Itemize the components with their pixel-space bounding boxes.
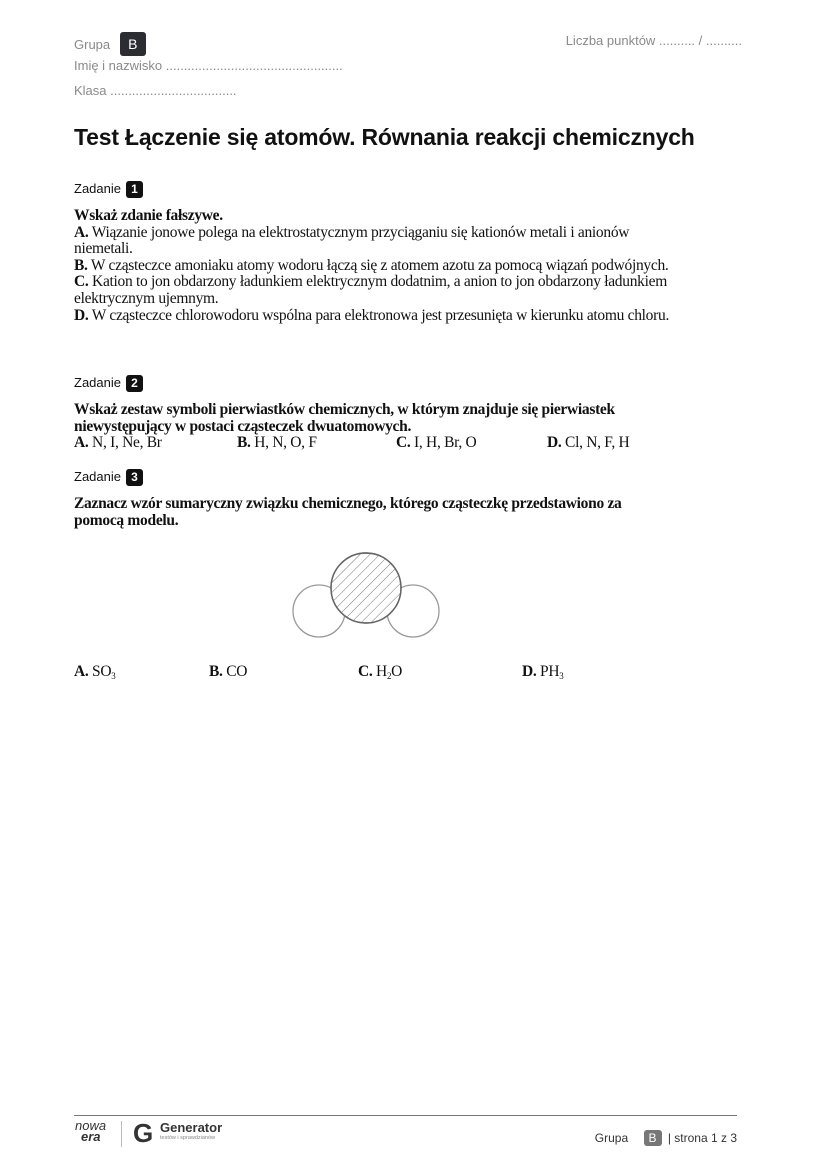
group-label: Grupa [74,37,111,52]
page-title: Test Łączenie się atomów. Równania reakcji chemicznych [74,124,695,150]
option-a[interactable] [74,664,115,681]
nowa-era-logo [75,1120,106,1142]
task-label: Zadanie [74,375,121,390]
option-text: I, H, Br, O [414,434,477,452]
formula-subscript: 3 [559,671,564,681]
option-text: Kation to jon obdarzony ładunkiem elektrycznym dodatnim, a anion to jon obdarzony ładunkiem elektrycznym ujemnym. [74,273,667,307]
logo-text: testów i sprawdzianów [160,1135,216,1141]
formula: CO [226,663,248,680]
option-text: Cl, N, F, H [565,434,630,452]
option-text: Wiązanie jonowe polega na elektrostatycznym przyciąganiu się kationów metali i anionów niemetali. [74,223,630,258]
option-letter: A. [74,663,89,680]
option-b[interactable] [209,664,247,681]
option-text: N, I, Ne, Br [92,434,162,452]
class-field: Klasa ................................... [74,83,237,98]
option-d[interactable] [547,435,629,452]
option-letter: A. [74,223,89,241]
footer-page-info [595,1130,737,1146]
generator-g-icon: G [133,1118,154,1148]
task-1-body [74,208,674,324]
task-3-header [74,469,143,486]
formula-subscript: 2 [386,671,392,681]
logo-text: Generator [160,1120,223,1135]
option-text: W cząsteczce amoniaku atomy wodoru łączą się z atomem azotu za pomocą wiązań podwójnych. [90,256,669,274]
option-letter: D. [522,663,537,680]
logo-text: era [81,1129,101,1144]
option-a[interactable] [74,225,674,258]
task-number-badge: 1 [126,181,143,198]
option-letter: B. [74,256,88,274]
group-badge: B [120,32,146,56]
page-number: | strona 1 z 3 [667,1131,737,1145]
task-2-body [74,402,634,452]
option-c[interactable] [396,435,476,452]
option-a[interactable] [74,435,162,452]
group-field [74,32,146,56]
formula-tail: O [391,663,403,680]
generator-logo [160,1121,222,1141]
option-d[interactable] [74,308,674,325]
option-letter: B. [209,663,223,680]
group-label: Grupa [594,1131,629,1145]
task-question: Zaznacz wzór sumaryczny związku chemicznego, którego cząsteczkę przedstawiono za pomocą modelu. [74,495,622,529]
task-1-header [74,181,143,198]
task-3-options [74,664,674,684]
task-number-badge: 3 [126,469,143,486]
footer-divider [74,1115,737,1116]
option-letter: C. [358,663,373,680]
option-text: W cząsteczce chlorowodoru wspólna para elektronowa jest przesunięta w kierunku atomu chloru. [91,306,670,324]
option-letter: B. [237,434,251,452]
option-letter: A. [74,434,89,452]
task-2-header [74,375,143,392]
formula: H [376,663,387,680]
option-letter: C. [74,273,89,291]
option-b[interactable] [237,435,317,452]
task-label: Zadanie [74,469,121,484]
option-text: H, N, O, F [254,434,317,452]
formula: SO [92,663,112,680]
option-d[interactable] [522,664,563,681]
option-b[interactable] [74,258,674,275]
water-molecule-model [280,545,460,645]
option-c[interactable] [358,664,402,681]
formula: PH [540,663,560,680]
task-question: Wskaż zdanie fałszywe. [74,207,223,224]
task-question: Wskaż zestaw symboli pierwiastków chemicznych, w którym znajduje się pierwiastek niewystępujący w postaci cząsteczek dwuatomowych. [74,401,615,435]
formula-subscript: 3 [111,671,116,681]
group-badge: B [644,1130,662,1146]
option-c[interactable] [74,274,674,307]
name-field: Imię i nazwisko ................................................. [74,58,343,73]
points-field: Liczba punktów .......... / .......... [565,33,742,48]
option-letter: D. [74,306,89,324]
logo-text: nowa [75,1118,107,1133]
task-number-badge: 2 [126,375,143,392]
task-3-body [74,496,674,529]
option-letter: C. [396,434,411,452]
option-letter: D. [547,434,562,452]
logo-separator [121,1121,122,1147]
task-label: Zadanie [74,181,121,196]
